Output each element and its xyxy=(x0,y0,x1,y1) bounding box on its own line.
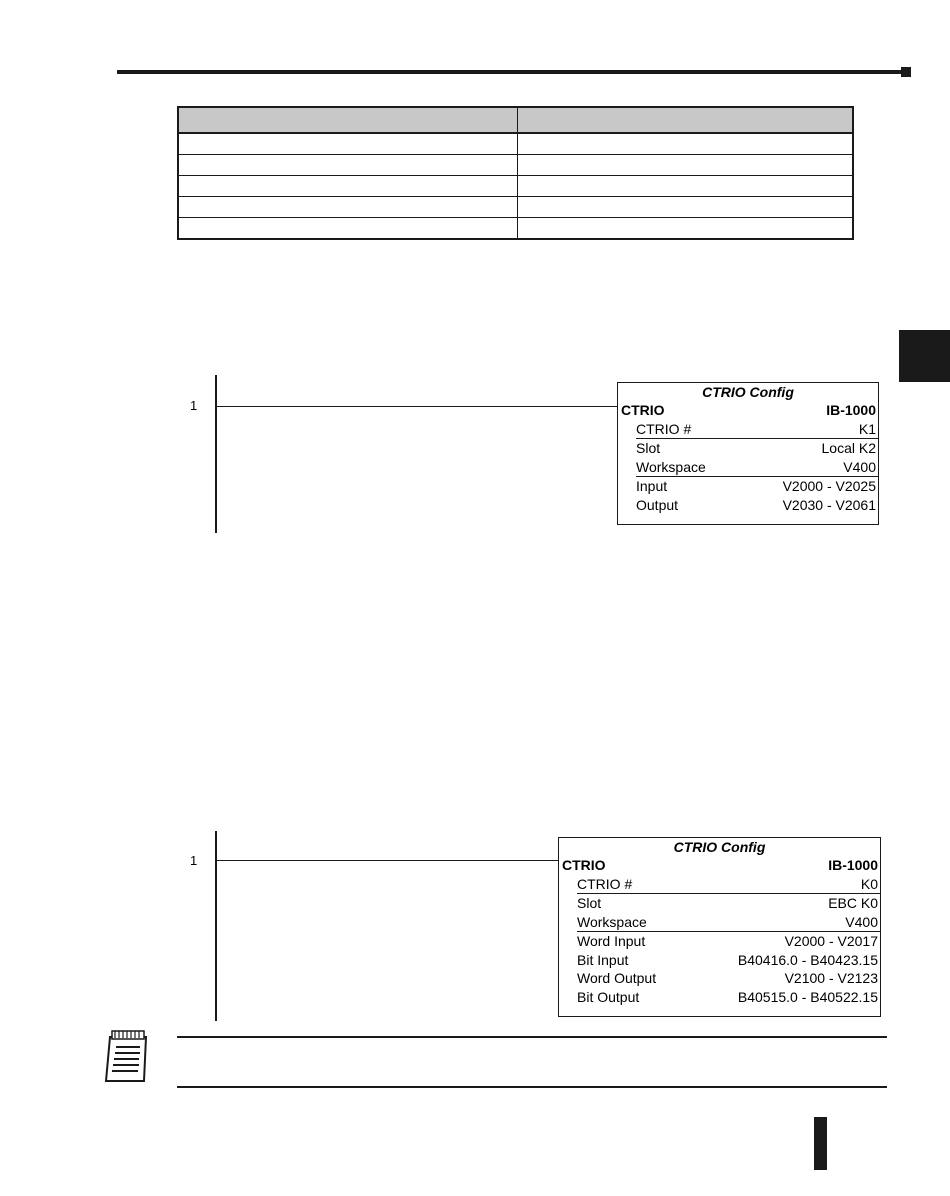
table-cell xyxy=(518,176,854,197)
box-param-row xyxy=(636,458,878,478)
box-param-row xyxy=(636,496,878,515)
parameter-table xyxy=(177,106,854,240)
table-header-cell xyxy=(178,107,518,133)
param-value: K1 xyxy=(858,420,876,437)
param-label: CTRIO # xyxy=(577,875,633,892)
note-top-rule xyxy=(177,1036,887,1038)
header-rule-end-square xyxy=(901,67,911,77)
box-param-row xyxy=(577,969,880,988)
param-label: CTRIO # xyxy=(636,420,692,437)
box-title: CTRIO Config xyxy=(673,839,766,855)
param-label: Output xyxy=(636,496,679,513)
table-row xyxy=(178,218,853,240)
rung-wire xyxy=(217,406,618,407)
table-cell xyxy=(518,155,854,176)
note-bottom-rule xyxy=(177,1086,887,1088)
param-value: Local K2 xyxy=(821,440,876,456)
param-label: Slot xyxy=(577,895,602,911)
ctrio-config-box xyxy=(558,837,881,1017)
box-header-label: CTRIO xyxy=(621,402,665,418)
box-param-row xyxy=(577,932,880,951)
param-value: V2030 - V2061 xyxy=(782,496,876,513)
param-value: K0 xyxy=(860,875,878,892)
rung-wire xyxy=(217,860,559,861)
footer-bar xyxy=(814,1117,827,1170)
notepad-icon xyxy=(104,1029,150,1083)
table-cell xyxy=(178,155,518,176)
param-label: Slot xyxy=(636,440,661,456)
param-label: Bit Output xyxy=(577,988,640,1005)
box-header-row xyxy=(621,401,878,420)
box-header-value: IB-1000 xyxy=(828,857,878,873)
table-row xyxy=(178,197,853,218)
box-param-row xyxy=(577,988,880,1007)
table-cell xyxy=(178,197,518,218)
table-row xyxy=(178,176,853,197)
param-value: V2000 - V2017 xyxy=(784,933,878,949)
table-cell xyxy=(178,176,518,197)
param-label: Bit Input xyxy=(577,951,629,968)
param-label: Word Input xyxy=(577,933,646,949)
param-label: Workspace xyxy=(636,458,706,475)
box-param-row xyxy=(636,420,878,440)
table-cell xyxy=(518,133,854,155)
box-param-row xyxy=(577,875,880,895)
table-header-cell xyxy=(518,107,854,133)
param-value: B40416.0 - B40423.15 xyxy=(737,951,878,968)
box-title: CTRIO Config xyxy=(702,384,794,400)
table-cell xyxy=(518,197,854,218)
box-header-row xyxy=(562,856,880,875)
box-header-label: CTRIO xyxy=(562,857,606,873)
table-cell xyxy=(178,218,518,240)
rung-number: 1 xyxy=(190,853,198,868)
left-power-rail xyxy=(215,375,217,533)
param-value: B40515.0 - B40522.15 xyxy=(737,988,878,1005)
table-header-row xyxy=(178,107,853,133)
param-label: Word Output xyxy=(577,970,657,986)
header-rule xyxy=(117,70,906,74)
param-value: V400 xyxy=(845,913,878,930)
box-header-value: IB-1000 xyxy=(826,402,876,418)
box-param-row xyxy=(577,913,880,933)
box-param-row xyxy=(636,477,878,496)
param-label: Workspace xyxy=(577,913,647,930)
chapter-tab xyxy=(899,330,950,382)
table-cell xyxy=(518,218,854,240)
table-row xyxy=(178,133,853,155)
param-value: V2100 - V2123 xyxy=(784,970,878,986)
box-param-row xyxy=(577,894,880,913)
box-param-row xyxy=(577,951,880,970)
param-value: V2000 - V2025 xyxy=(782,478,876,494)
param-value: V400 xyxy=(843,458,876,475)
param-label: Input xyxy=(636,478,668,494)
box-param-row xyxy=(636,439,878,458)
table-row xyxy=(178,155,853,176)
ctrio-config-box xyxy=(617,382,879,525)
param-value: EBC K0 xyxy=(828,895,878,911)
table-cell xyxy=(178,133,518,155)
rung-number: 1 xyxy=(190,398,198,413)
